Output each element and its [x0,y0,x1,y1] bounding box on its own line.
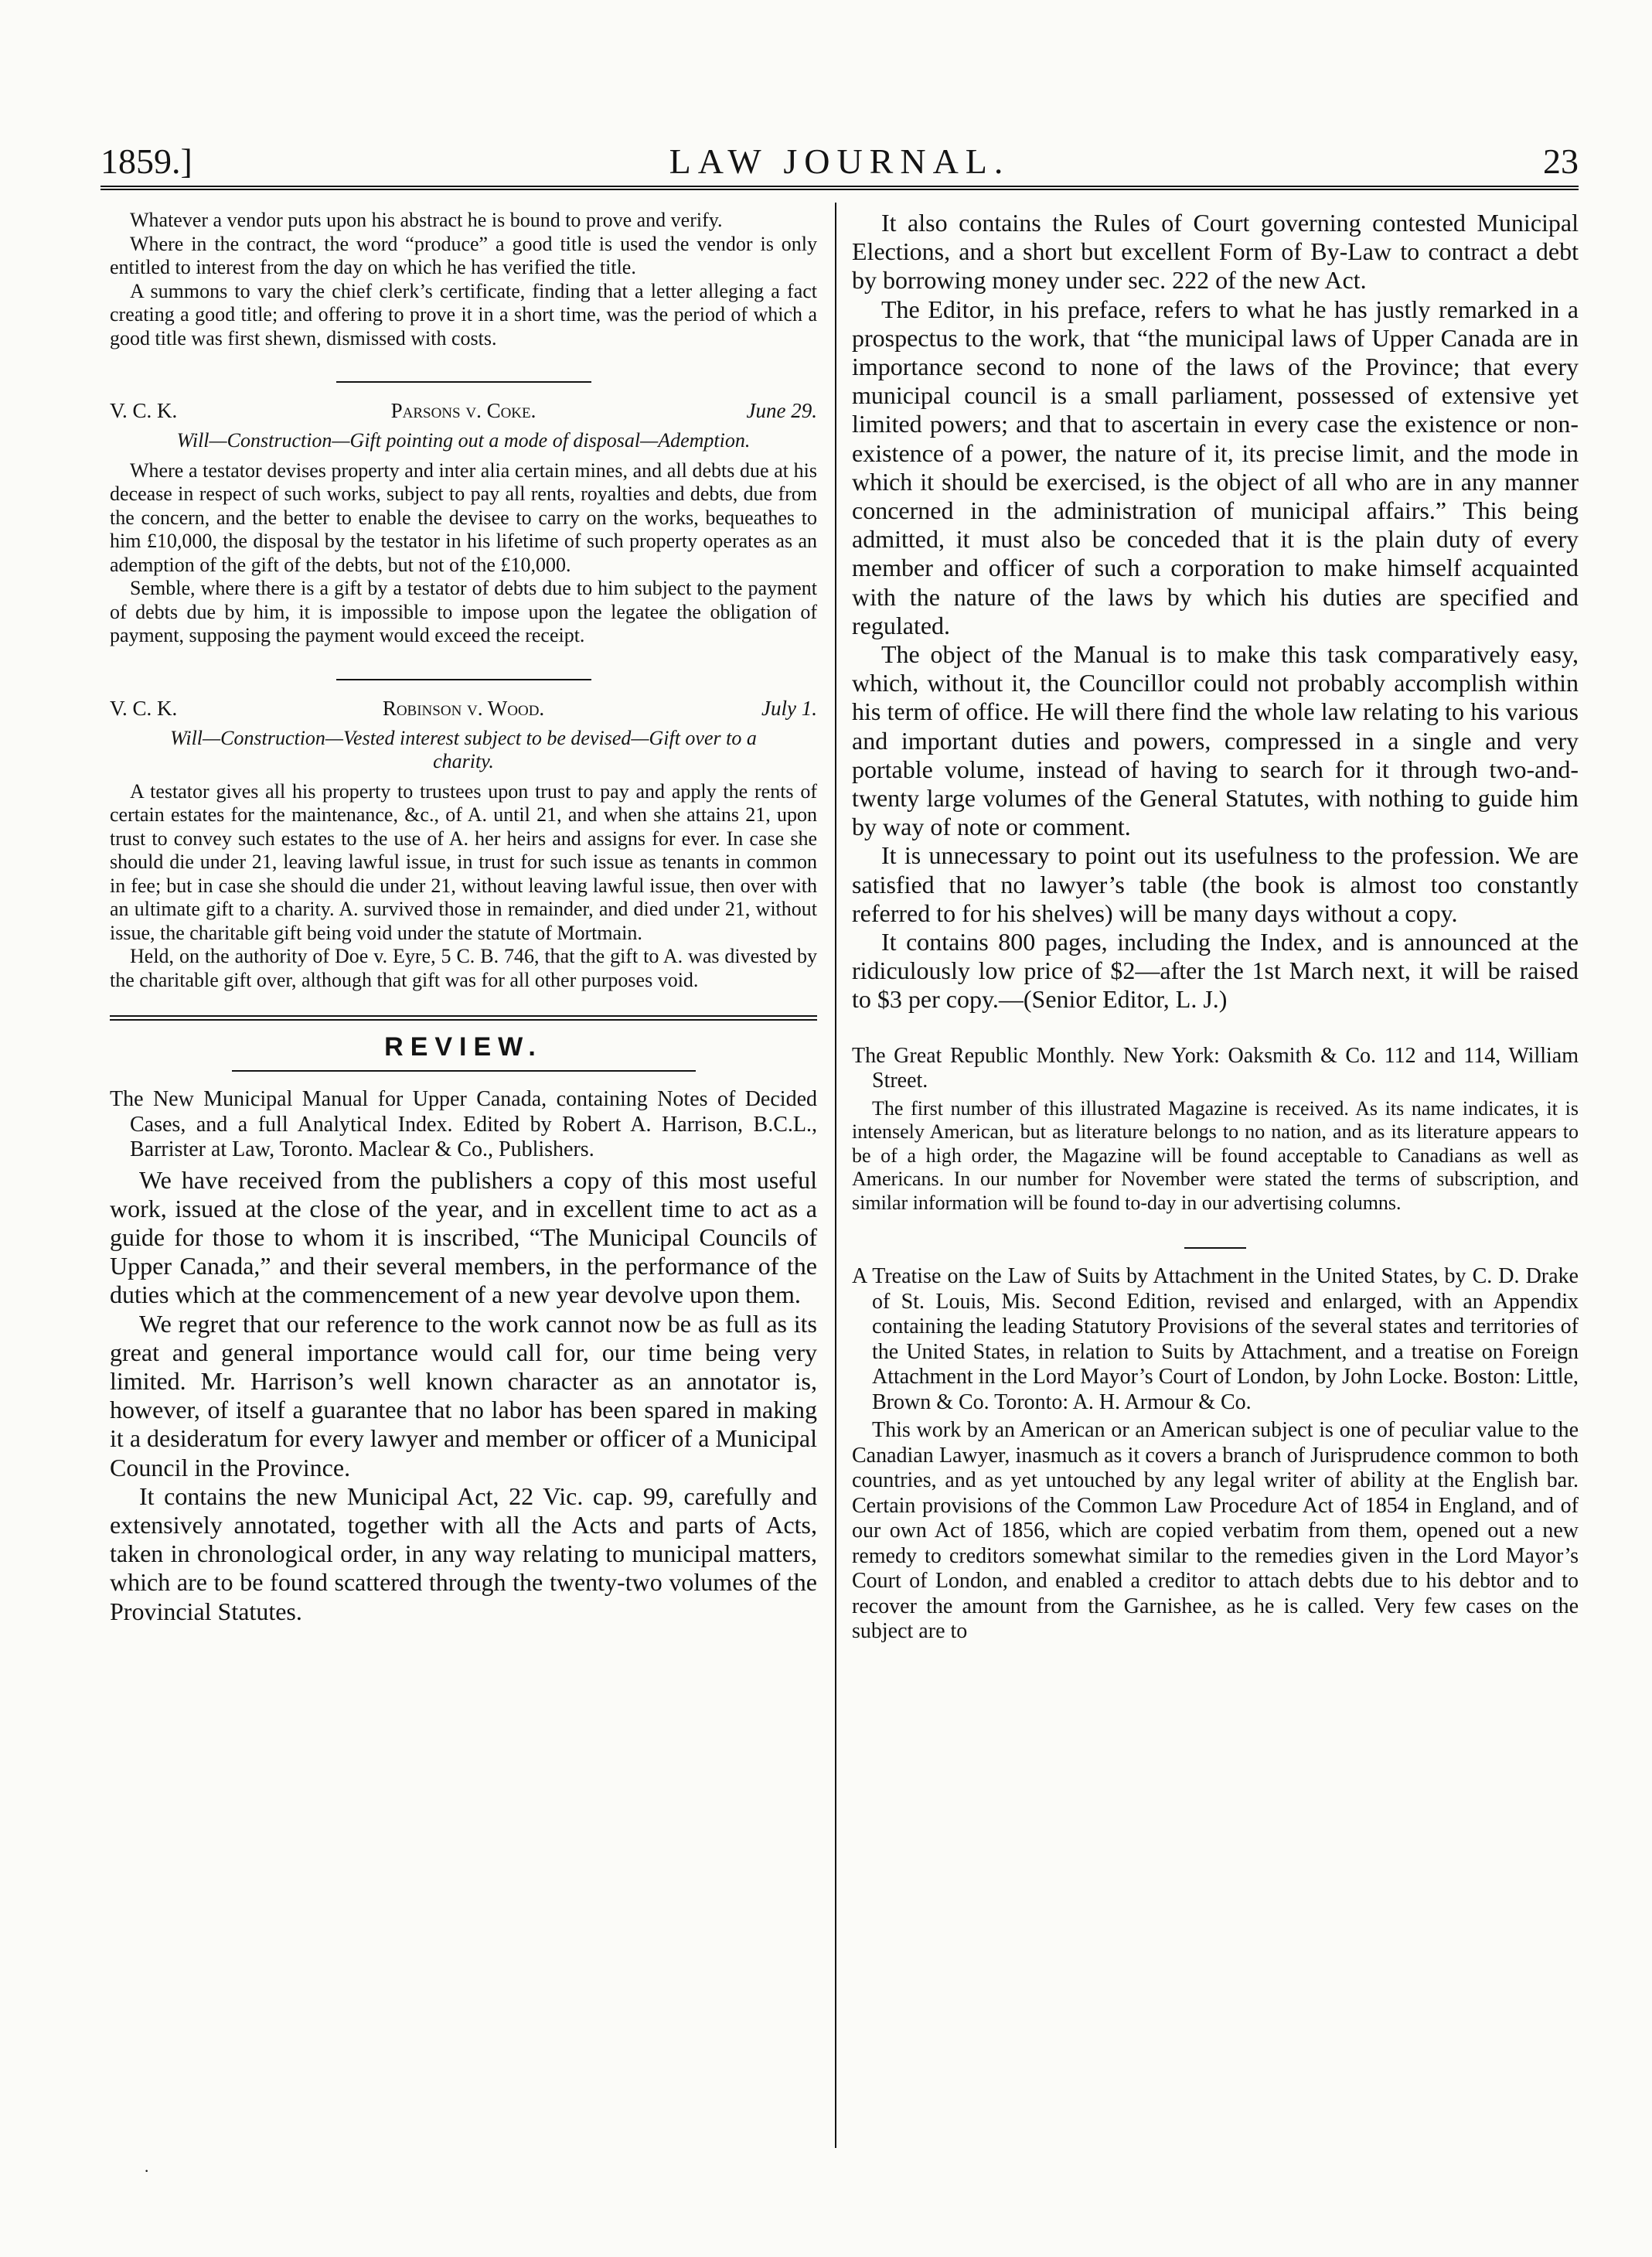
case-paragraph: Semble, where there is a gift by a testator of debts due to him subject to the payment of debts due by him, it is impossible to impose upon the legatee the obligation of payment, supposing the payment would exceed the receipt. [110,577,817,646]
case-paragraph: A testator gives all his property to trustees upon trust to pay and apply the rents of certain estates for the maintenance, &c., of A. until 21, and when she attains 21, upon trust to convey such estates to the use of A. her heirs and assigns for ever. In case she should die under 21, leaving lawful issue, in trust for such issue as tenants in common in fee; but in case she should die under 21, without leaving lawful issue, then over with an ultimate gift to a charity. A. survived those in remainder, and died under 21, without issue, the charitable gift being void under the statute of Mortmain. [110,779,817,944]
review-paragraph: It also contains the Rules of Court governing contested Municipal Elections, and a short but excellent Form of By-Law to contract a debt by borrowing money under sec. 222 of the new Act. [852,209,1579,295]
case-paragraph: A summons to vary the chief clerk’s certificate, finding that a letter alleging a fact creating a good title; and offering to prove it in a short time, was the period of which a good title was first shewn, dismissed with costs. [110,279,817,349]
review-rule [232,1070,696,1072]
book-entry: A Treatise on the Law of Suits by Attachment in the United States, by C. D. Drake of St. Louis, Mis. Second Edition, revised and enlarged, with an Appendix containing the leading Statutory Provisions of the several states and territories of the United States, in relation to Suits by Attachment, and a treatise on Foreign Attachment in the Lord Mayor’s Court of London, by John Locke. Boston: Little, Brown & Co. Toronto: A. H. Armour & Co. [852,1264,1579,1414]
case-date: July 1. [761,696,817,720]
header-year: 1859.] [100,141,192,181]
review-paragraph: We have received from the publishers a copy of this most useful work, issued at the close of the year, and in excellent time to act as a guide for those to whom it is inscribed, “The Municipal Councils of Upper Canada,” and their several members, in the performance of the duties which at the commencement of a new year devolve upon them. [110,1165,817,1309]
review-double-rule [110,1015,817,1021]
column-divider [835,203,836,2148]
case-paragraph: Where a testator devises property and inter alia certain mines, and all debts due at his decease in respect of such works, subject to pay all rents, royalties and debts, due from the concern, and the better to enable the devisee to carry on the works, bequeathes to him £10,000, the disposal by the testator in his lifetime of such property operates as an ademption of the gift of the debts, but not of the £10,000. [110,459,817,576]
case-heading [110,395,817,426]
case-subject: Will—Construction—Gift pointing out a mode of disposal—Ademption. [176,429,751,452]
case-name: Parsons v. Coke. [390,399,536,422]
case-subject: Will—Construction—Vested interest subject to be devised—Gift over to a charity. [170,726,757,772]
review-paragraph: It contains 800 pages, including the Index, and is announced at the ridiculously low price of $2—after the 1st March next, it will be raised to $3 per copy.—(Senior Editor, L. J.) [852,928,1579,1014]
review-paragraph: It is unnecessary to point out its usefulness to the profession. We are satisfied that no lawyer’s table (the book is almost too constantly referred to for his shelves) will be many days without a copy. [852,841,1579,927]
left-column [110,209,817,1626]
review-paragraph: We regret that our reference to the work cannot now be as full as its great and general importance would call for, our time being very limited. Mr. Harrison’s well known character as an annotator is, however, of itself a guarantee that no labor has been spared in making it a desideratum for every lawyer and member or officer of a Municipal Council in the Province. [110,1309,817,1481]
section-rule [336,381,591,383]
case-court: V. C. K. [110,696,178,720]
review-heading: REVIEW. [384,1032,543,1062]
review-paragraph: The object of the Manual is to make this task comparatively easy, which, without it, the Councillor could not probably accomplish within his term of office. He will there find the whole law relating to his various and important duties and powers, compressed in a single and very portable volume, instead of having to search for it through two-and-twenty large volumes of the General Statutes, with nothing to guide him by way of note or comment. [852,640,1579,841]
journal-title: LAW JOURNAL. [669,141,1010,181]
header-rule [100,186,1579,190]
case-name: Robinson v. Wood. [382,696,545,720]
review-paragraph: The Editor, in his preface, refers to what he has justly remarked in a prospectus to the work, that “the municipal laws of Upper Canada are in importance second to none of the laws of the Province; that every municipal council is a small parliament, possessed of extensive yet limited powers; and that to ascertain in every case the existence or non-existence of a power, the nature of it, its precise limit, and the mode in which it should be exercised, is the object of all who are in any manner concerned in the administration of municipal affairs.” This being admitted, it must also be conceded that it is the plain duty of every member and officer of such a corporation to make himself acquainted with the nature of the laws by which his duties are specified and regulated. [852,295,1579,639]
case-heading [110,693,817,724]
case-court: V. C. K. [110,399,178,422]
running-head [100,141,1579,182]
case-paragraph: Whatever a vendor puts upon his abstract he is bound to prove and verify. [130,209,723,231]
section-rule [336,679,591,680]
book-entry: The Great Republic Monthly. New York: Oaksmith & Co. 112 and 114, William Street. [852,1043,1579,1093]
right-column [852,209,1579,1645]
book-paragraph: This work by an American or an American subject is one of peculiar value to the Canadian Lawyer, inasmuch as it covers a branch of Jurisprudence common to both countries, and as yet untouched by any legal writer of ability at the English bar. Certain provisions of the Common Law Procedure Act of 1854 in England, and of our own Act of 1856, which are copied verbatim from them, opened out a new remedy to creditors somewhat similar to the remedies given in the Lord Mayor’s Court of London, and enabled a creditor to attach debts due to his debtor and to recover the amount from the Garnishee, as he is called. Very few cases on the subject are to [852,1418,1579,1644]
case-paragraph: Held, on the authority of Doe v. Eyre, 5 C. B. 746, that the gift to A. was divested by the charitable gift over, although that gift was for all other purposes void. [110,945,817,991]
case-date: June 29. [746,399,817,422]
page-number: 23 [1543,141,1579,181]
review-paragraph: It contains the new Municipal Act, 22 Vic. cap. 99, carefully and extensively annotated, together with all the Acts and parts of Acts, taken in chronological order, in any way relating to municipal matters, which are to be found scattered through the twenty-two volumes of the Provincial Statutes. [110,1481,817,1625]
book-paragraph: The first number of this illustrated Magazine is received. As its name indicates, it is intensely American, but as literature belongs to no nation, and as its literature appears to be of a high order, the Magazine will be found acceptable to Canadians as well as Americans. In our number for November were stated the terms of subscription, and similar information will be found to-day in our advertising columns. [852,1096,1579,1214]
footer-mark: · [144,2161,150,2180]
section-rule [1184,1247,1246,1249]
book-entry: The New Municipal Manual for Upper Canada, containing Notes of Decided Cases, and a full Analytical Index. Edited by Robert A. Harrison, B.C.L., Barrister at Law, Toronto. Maclear & Co., Publishers. [110,1087,817,1161]
case-paragraph: Where in the contract, the word “produce” a good title is used the vendor is only entitled to interest from the day on which he has verified the title. [110,232,817,278]
